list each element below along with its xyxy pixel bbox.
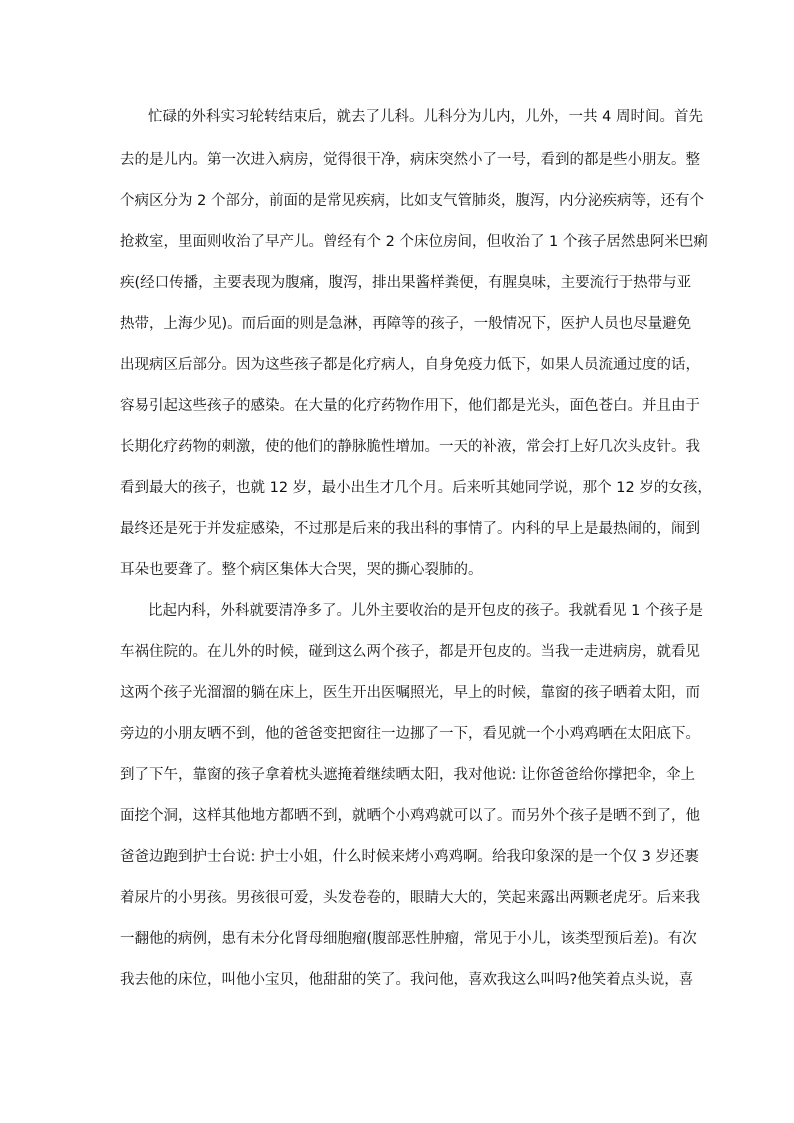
paragraph-1-line-8: 容易引起这些孩子的感染。在大量的化疗药物作用下，他们都是光头，面色苍白。并且由于 [120, 398, 700, 414]
paragraph-1-line-9: 长期化疗药物的刺激，使的他们的静脉脆性增加。一天的补液，常会打上好几次头皮针。我 [120, 439, 700, 455]
paragraph-2-line-8: 着尿片的小男孩。男孩很可爱，头发卷卷的，眼睛大大的，笑起来露出两颗老虎牙。后来我 [120, 890, 700, 906]
paragraph-1-line-7: 出现病区后部分。因为这些孩子都是化疗病人，自身免疫力低下，如果人员流通过度的话， [120, 357, 700, 373]
paragraph-2-line-9: 一翻他的病例，患有未分化肾母细胞瘤(腹部恶性肿瘤，常见于小儿，该类型预后差)。有次 [120, 931, 697, 947]
paragraph-2-line-3: 这两个孩子光溜溜的躺在床上，医生开出医嘱照光，早上的时候，靠窗的孩子晒着太阳，而 [120, 685, 700, 701]
paragraph-2-line-6: 面挖个洞，这样其他地方都晒不到，就晒个小鸡鸡就可以了。而另外个孩子是晒不到了，他 [120, 808, 700, 824]
paragraph-2-line-10: 我去他的床位，叫他小宝贝，他甜甜的笑了。我问他，喜欢我这么叫吗?他笑着点头说，喜 [120, 972, 694, 988]
paragraph-2-line-1: 比起内科，外科就要清净多了。儿外主要收治的是开包皮的孩子。我就看见 1 个孩子是 [148, 603, 703, 619]
paragraph-1-line-2: 去的是儿内。第一次进入病房，觉得很干净，病床突然小了一号，看到的都是些小朋友。整 [120, 152, 700, 168]
paragraph-2-line-7: 爸爸边跑到护士台说: 护士小姐，什么时候来烤小鸡鸡啊。给我印象深的是一个仅 3 岁还裹 [120, 849, 699, 865]
paragraph-2-line-5: 到了下午，靠窗的孩子拿着枕头遮掩着继续晒太阳，我对他说: 让你爸爸给你撑把伞，伞上 [120, 767, 695, 783]
paragraph-2-line-4: 旁边的小朋友晒不到，他的爸爸变把窗往一边挪了一下，看见就一个小鸡鸡晒在太阳底下。 [120, 726, 700, 742]
paragraph-1-line-12: 耳朵也要聋了。整个病区集体大合哭，哭的撕心裂肺的。 [120, 562, 483, 578]
paragraph-1-line-10: 看到最大的孩子，也就 12 岁，最小出生才几个月。后来听其她同学说，那个 12 岁的女孩， [120, 480, 712, 496]
paragraph-1-line-1: 忙碌的外科实习轮转结束后，就去了儿科。儿科分为儿内，儿外，一共 4 周时间。首先 [148, 109, 703, 125]
paragraph-1-line-6: 热带，上海少见)。而后面的则是急淋，再障等的孩子，一般情况下，医护人员也尽量避免 [120, 316, 692, 332]
paragraph-1-line-11: 最终还是死于并发症感染，不过那是后来的我出科的事情了。内科的早上是最热闹的，闹到 [120, 521, 700, 537]
paragraph-1-line-3: 个病区分为 2 个部分，前面的是常见疾病，比如支气管肺炎，腹泻，内分泌疾病等，还有个 [120, 193, 704, 209]
paragraph-2-line-2: 车祸住院的。在儿外的时候，碰到这么两个孩子，都是开包皮的。当我一走进病房，就看见 [120, 644, 700, 660]
paragraph-1-line-5: 疾(经口传播，主要表现为腹痛，腹泻，排出果酱样粪便，有腥臭味，主要流行于热带与亚 [120, 275, 692, 291]
paragraph-1-line-4: 抢救室，里面则收治了早产儿。曾经有个 2 个床位房间，但收治了 1 个孩子居然患阿米巴痢 [120, 234, 708, 250]
